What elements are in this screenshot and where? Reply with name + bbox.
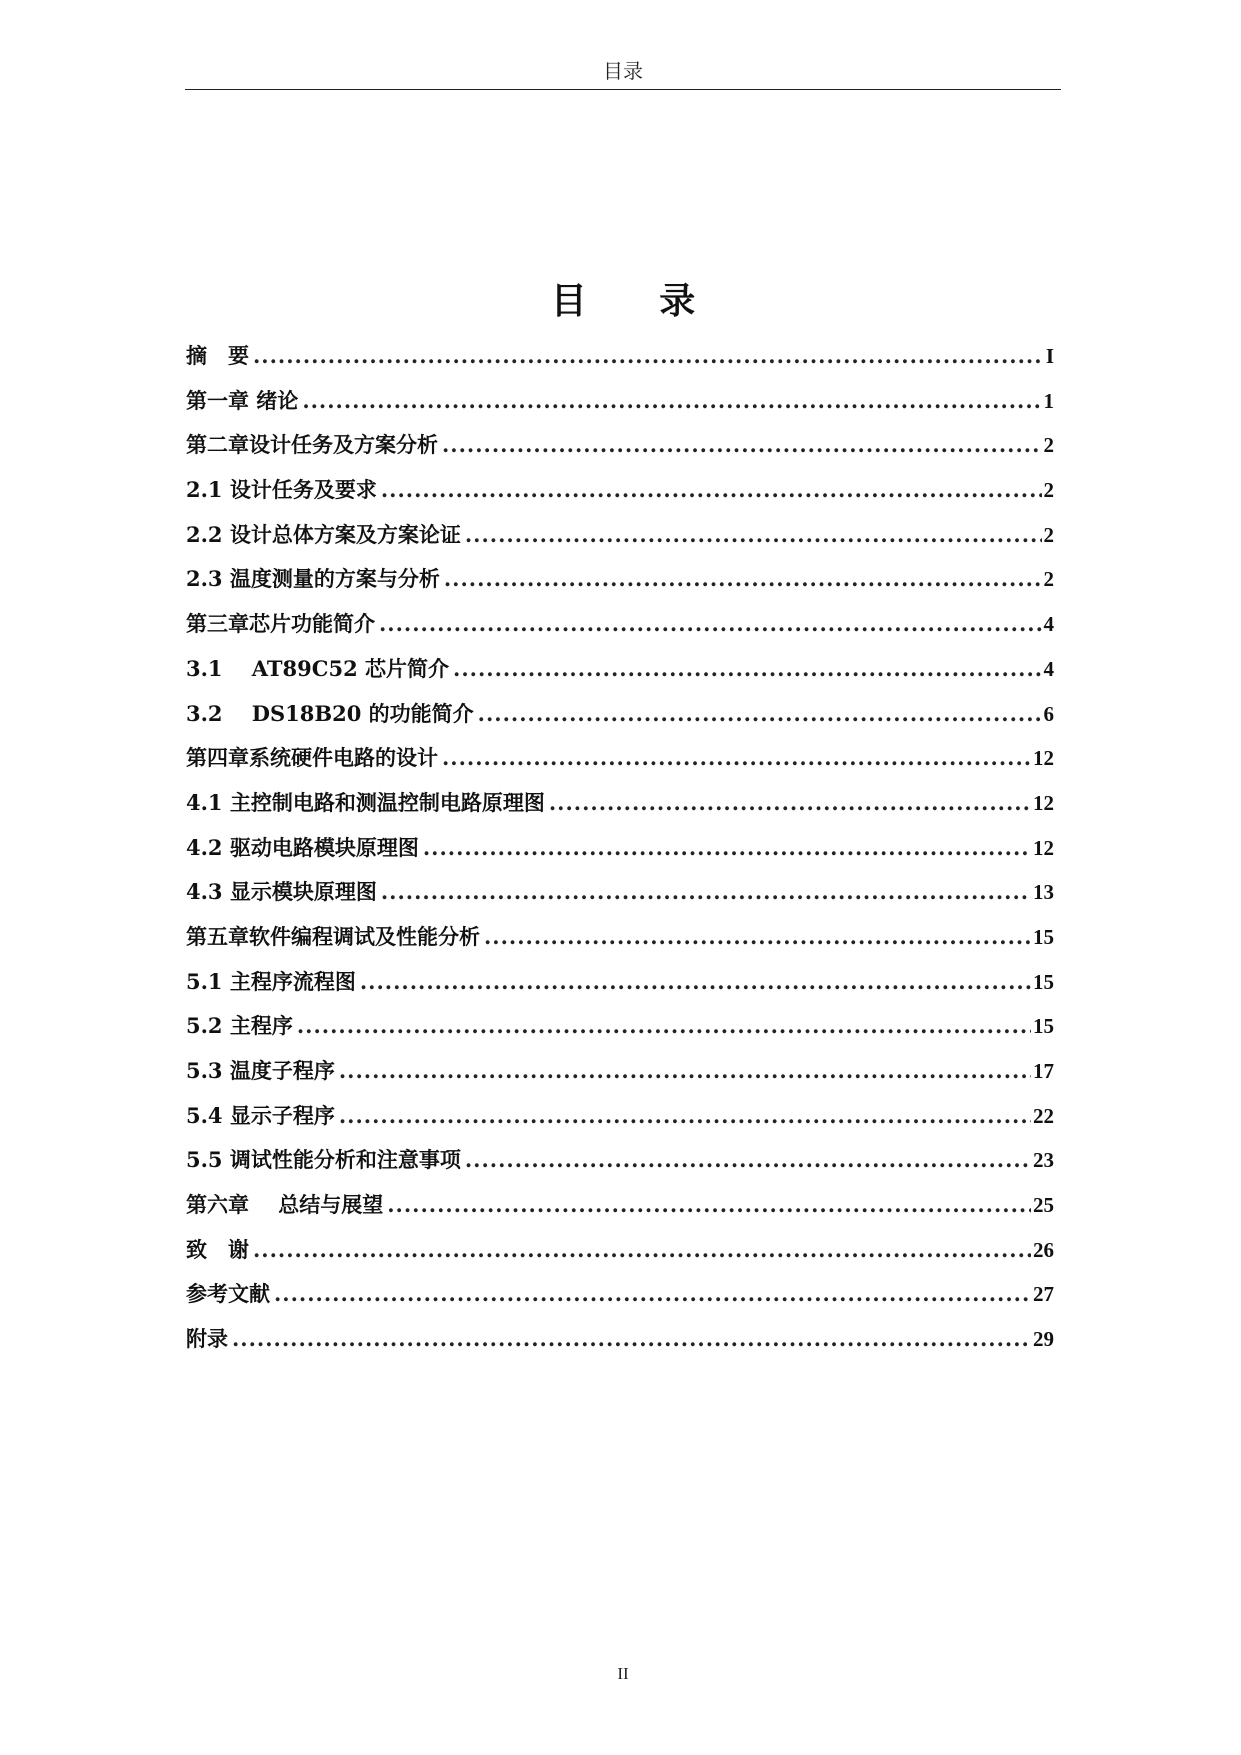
toc-entry-section-2-3[interactable]	[186, 557, 1054, 602]
toc-entry-label: 第六章 总结与展望	[186, 1192, 384, 1218]
toc-dot-leader	[381, 870, 1031, 915]
toc-entry-abstract[interactable]	[186, 334, 1054, 379]
toc-entry-section-2-1[interactable]	[186, 468, 1054, 513]
toc-entry-references[interactable]	[186, 1272, 1054, 1317]
running-header: 目录	[603, 59, 643, 83]
toc-entry-label: 第一章 绪论	[186, 387, 299, 413]
toc-entry-page: 29	[1033, 1327, 1054, 1352]
toc-dot-leader	[465, 1138, 1031, 1183]
page-number: II	[617, 1664, 629, 1683]
toc-entry-label: 5.4 显示子程序	[186, 1102, 335, 1128]
toc-entry-section-4-2[interactable]	[186, 826, 1054, 871]
toc-dot-leader	[444, 557, 1042, 602]
toc-dot-leader	[339, 1094, 1031, 1139]
toc-dot-leader	[232, 1317, 1031, 1362]
toc-entry-section-5-1[interactable]	[186, 960, 1054, 1005]
toc-dot-leader	[549, 781, 1031, 826]
toc-entry-page: 15	[1033, 969, 1054, 994]
toc-entry-page: 2	[1043, 567, 1054, 592]
toc-entry-page: 26	[1033, 1237, 1054, 1262]
toc-entry-page: 2	[1043, 478, 1054, 503]
toc-dot-leader	[297, 1004, 1031, 1049]
toc-dot-leader	[379, 602, 1042, 647]
toc-entry-label: 摘 要	[186, 343, 249, 368]
toc-entry-section-4-1[interactable]	[186, 781, 1054, 826]
toc-dot-leader	[484, 915, 1031, 960]
toc-dot-leader	[253, 1228, 1031, 1273]
toc-dot-leader	[360, 960, 1031, 1005]
toc-entry-page: 12	[1033, 790, 1054, 815]
toc-entry-page: 17	[1033, 1059, 1054, 1083]
toc-dot-leader	[442, 736, 1031, 781]
toc-dot-leader	[339, 1049, 1031, 1094]
toc-entry-section-5-4[interactable]	[186, 1094, 1054, 1139]
toc-entry-page: 15	[1033, 1014, 1054, 1039]
toc-entry-label: 4.2 驱动电路模块原理图	[186, 834, 419, 860]
toc-dot-leader	[274, 1272, 1031, 1317]
toc-entry-label: 第五章软件编程调试及性能分析	[186, 923, 480, 949]
table-of-contents	[186, 334, 1054, 1362]
toc-entry-label: 3.2 DS18B20 的功能简介	[186, 700, 474, 726]
toc-entry-section-2-2[interactable]	[186, 513, 1054, 558]
toc-entry-label: 4.1 主控制电路和测温控制电路原理图	[186, 789, 545, 815]
toc-entry-label: 2.2 设计总体方案及方案论证	[186, 521, 461, 547]
toc-entry-section-5-2[interactable]	[186, 1004, 1054, 1049]
toc-entry-section-4-3[interactable]	[186, 870, 1054, 915]
toc-entry-label: 5.3 温度子程序	[186, 1058, 335, 1083]
toc-entry-label: 第四章系统硬件电路的设计	[186, 745, 438, 771]
toc-entry-page: 27	[1033, 1282, 1054, 1307]
toc-entry-appendix[interactable]	[186, 1317, 1054, 1362]
toc-entry-label: 2.3 温度测量的方案与分析	[186, 566, 440, 592]
toc-entry-label: 附录	[186, 1326, 228, 1352]
toc-entry-page: 4	[1043, 656, 1054, 681]
toc-entry-chapter-4[interactable]	[186, 736, 1054, 781]
toc-dot-leader	[453, 647, 1041, 692]
toc-dot-leader	[253, 334, 1044, 379]
toc-title: 目 录	[550, 281, 726, 322]
toc-entry-label: 第三章芯片功能简介	[186, 611, 375, 637]
toc-entry-chapter-3[interactable]	[186, 602, 1054, 647]
toc-entry-section-3-2[interactable]	[186, 692, 1054, 737]
toc-entry-label: 4.3 显示模块原理图	[186, 879, 377, 905]
toc-entry-page: 6	[1043, 701, 1054, 726]
toc-entry-label: 3.1 AT89C52 芯片简介	[186, 655, 450, 681]
toc-dot-leader	[423, 826, 1031, 871]
toc-entry-chapter-1[interactable]	[186, 379, 1054, 424]
toc-entry-page: I	[1045, 344, 1054, 368]
toc-entry-section-3-1[interactable]	[186, 647, 1054, 692]
toc-entry-page: 12	[1033, 835, 1054, 860]
toc-dot-leader	[442, 423, 1042, 468]
toc-dot-leader	[478, 692, 1042, 737]
toc-entry-chapter-2[interactable]	[186, 423, 1054, 468]
toc-dot-leader	[387, 1183, 1031, 1228]
toc-entry-label: 第二章设计任务及方案分析	[186, 432, 438, 458]
toc-entry-page: 22	[1033, 1103, 1054, 1128]
toc-entry-label: 5.5 调试性能分析和注意事项	[186, 1147, 461, 1173]
toc-entry-acknowledgements[interactable]	[186, 1228, 1054, 1273]
toc-entry-page: 13	[1033, 880, 1054, 905]
toc-entry-page: 15	[1033, 924, 1054, 949]
toc-entry-label: 2.1 设计任务及要求	[186, 477, 377, 503]
toc-entry-label: 5.2 主程序	[186, 1013, 293, 1039]
toc-entry-page: 12	[1033, 746, 1054, 771]
toc-entry-label: 致 谢	[186, 1236, 249, 1262]
toc-entry-page: 25	[1033, 1193, 1054, 1218]
toc-dot-leader	[381, 468, 1042, 513]
toc-entry-chapter-6[interactable]	[186, 1183, 1054, 1228]
toc-entry-label: 参考文献	[186, 1281, 270, 1307]
toc-dot-leader	[465, 513, 1042, 558]
toc-entry-label: 5.1 主程序流程图	[186, 968, 356, 994]
toc-entry-section-5-3[interactable]	[186, 1049, 1054, 1094]
toc-entry-chapter-5[interactable]	[186, 915, 1054, 960]
toc-entry-section-5-5[interactable]	[186, 1138, 1054, 1183]
toc-entry-page: 2	[1043, 433, 1054, 458]
toc-entry-page: 23	[1033, 1148, 1054, 1173]
toc-entry-page: 1	[1043, 388, 1054, 413]
toc-entry-page: 2	[1043, 522, 1054, 547]
toc-entry-page: 4	[1043, 612, 1054, 637]
header-rule	[185, 89, 1061, 90]
toc-dot-leader	[302, 379, 1041, 424]
